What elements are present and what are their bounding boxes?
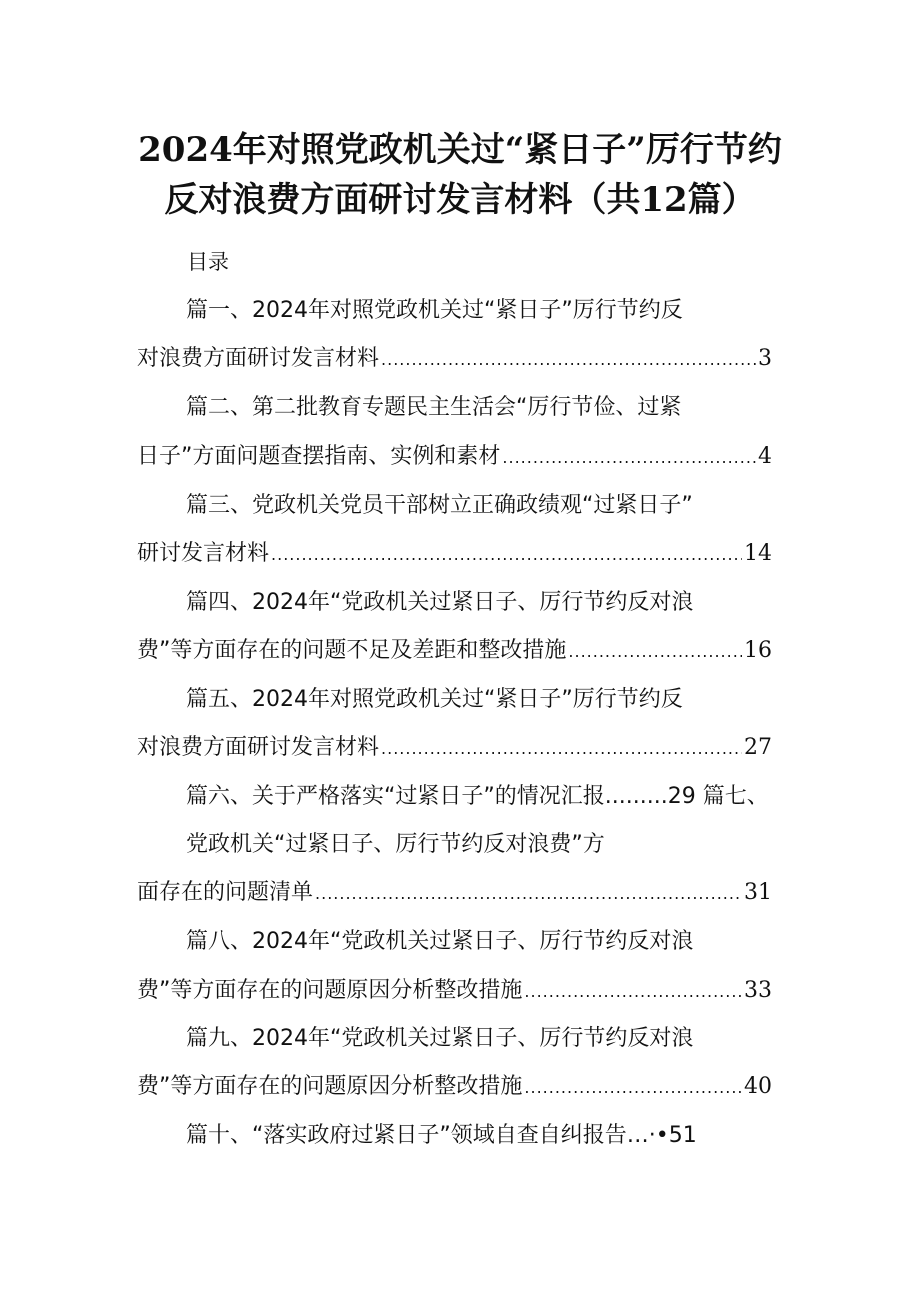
toc-leader-dots xyxy=(502,443,756,473)
toc-leader-dots xyxy=(381,345,756,375)
toc-entry-9-line-2[interactable] xyxy=(137,1072,772,1103)
toc-entry-1-page: 3 xyxy=(758,346,772,371)
toc-entry-4-line-2[interactable] xyxy=(137,636,772,667)
toc-entry-4-title: 费”等方面存在的问题不足及差距和整改措施 xyxy=(137,638,567,663)
toc-entry-2-title: 日子”方面问题查摆指南、实例和素材 xyxy=(137,444,501,469)
toc-entry-1-line-1[interactable]: 篇一、2024年对照党政机关过“紧日子”厉行节约反 xyxy=(186,298,683,323)
toc-entry-7-line-1[interactable]: 党政机关“过紧日子、厉行节约反对浪费”方 xyxy=(186,832,605,857)
toc-entry-10-line[interactable]: 篇十、“落实政府过紧日子”领域自查自纠报告…·•51 xyxy=(186,1123,697,1148)
toc-leader-dots xyxy=(568,637,742,667)
toc-entry-2-page: 4 xyxy=(758,444,772,469)
toc-entry-5-page: 27 xyxy=(744,735,772,760)
toc-entry-5-title: 对浪费方面研讨发言材料 xyxy=(137,735,380,760)
toc-entry-8-line-1[interactable]: 篇八、2024年“党政机关过紧日子、厉行节约反对浪 xyxy=(186,929,694,954)
toc-leader-dots xyxy=(381,734,742,764)
toc-entry-9-title: 费”等方面存在的问题原因分析整改措施 xyxy=(137,1074,523,1099)
toc-entry-4-line-1[interactable]: 篇四、2024年“党政机关过紧日子、厉行节约反对浪 xyxy=(186,590,694,615)
toc-entry-6-line[interactable]: 篇六、关于严格落实“过紧日子”的情况汇报.........29 篇七、 xyxy=(186,784,769,809)
toc-entry-3-line-1[interactable]: 篇三、党政机关党员干部树立正确政绩观“过紧日子” xyxy=(186,493,693,518)
toc-entry-8-page: 33 xyxy=(744,978,772,1003)
toc-entry-8-title: 费”等方面存在的问题原因分析整改措施 xyxy=(137,978,523,1003)
toc-entry-4-page: 16 xyxy=(744,638,772,663)
toc-entry-3-line-2[interactable] xyxy=(137,539,772,570)
toc-entry-9-line-1[interactable]: 篇九、2024年“党政机关过紧日子、厉行节约反对浪 xyxy=(186,1026,694,1051)
toc-leader-dots xyxy=(271,540,742,570)
toc-entry-3-title: 研讨发言材料 xyxy=(137,541,270,566)
toc-entry-7-title: 面存在的问题清单 xyxy=(137,880,314,905)
toc-entry-9-page: 40 xyxy=(744,1074,772,1099)
toc-leader-dots xyxy=(524,1073,742,1103)
toc-entry-7-line-2[interactable] xyxy=(137,878,772,909)
toc-entry-8-line-2[interactable] xyxy=(137,976,772,1007)
toc-leader-dots xyxy=(524,977,742,1007)
document-title-line-1: 2024年对照党政机关过“紧日子”厉行节约 xyxy=(138,130,782,170)
toc-entry-5-line-2[interactable] xyxy=(137,733,772,764)
toc-entry-3-page: 14 xyxy=(744,541,772,566)
toc-leader-dots xyxy=(315,879,742,909)
toc-entry-7-page: 31 xyxy=(744,880,772,905)
toc-entry-2-line-2[interactable] xyxy=(137,442,772,473)
toc-entry-1-title: 对浪费方面研讨发言材料 xyxy=(137,346,380,371)
document-title-line-2: 反对浪费方面研讨发言材料（共12篇） xyxy=(164,180,756,220)
toc-entry-2-line-1[interactable]: 篇二、第二批教育专题民主生活会“厉行节俭、过紧 xyxy=(186,395,682,420)
toc-entry-5-line-1[interactable]: 篇五、2024年对照党政机关过“紧日子”厉行节约反 xyxy=(186,687,683,712)
toc-entry-1-line-2[interactable] xyxy=(137,344,772,375)
toc-heading: 目录 xyxy=(187,250,229,274)
